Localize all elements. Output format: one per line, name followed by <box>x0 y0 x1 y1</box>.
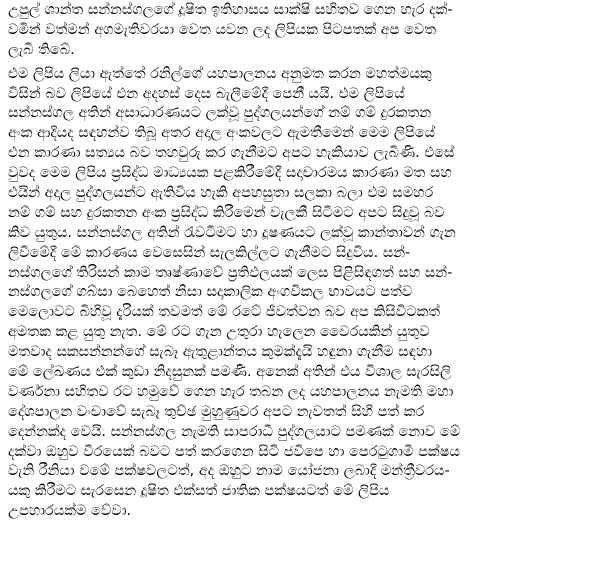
text-line: දක්වා ඔහුව වීරයෙක් බවට පත් කරගෙන සිටි ජවිපෙ හා පෙරටුගාමී පක්ෂය <box>8 443 460 460</box>
text-line: මේ ලේඛණය එක් කුඩා නිදසුනක් පමණි. අනෙක් අතින් එය විශාල සැරසිලි <box>8 364 452 381</box>
text-line: ලැබී තිබේ. <box>8 41 75 58</box>
text-line: විසින් බව ලිපියේ එන අදහස් දෙස බැලීමේදී පෙනී යයි. එම ලිපියේ <box>8 85 405 102</box>
text-line: එම ලිපිය ලියා ඇත්තේ රනිල්ගේ යහපාලනය අනුමත කරන මහත්මයකු <box>8 65 432 82</box>
paragraph-intro <box>8 1 592 61</box>
text-line: උපුල් ශාන්ත සන්නස්ගලගේ දූෂිත ඉතිහාසය සාක්ෂි සහිතව ගෙන හැර දක්- <box>8 2 453 18</box>
text-line: ලිවීමේදී මේ කාරණය වෙසෙසින් සැලකිල්ලට ගැනීමට සිදුවිය. සන්- <box>8 244 411 261</box>
text-line: අංක ආදියද සඳහන්ව තිබූ අතර අදාල අංකවලට ඇමතීමෙන් මෙම ලිපියේ <box>8 125 436 142</box>
text-line: දේශපාලන වංචාවේ සැබෑ තුච්ඡ මුහුණුවර අපට නැවතත් සිහි පත් කර <box>8 403 425 420</box>
text-line: වුවද මෙම ලිපිය ප්‍රසිද්ධ මාධ්‍යයක පළකිරීමේදී සදාචාරමය කාරණා මත සහ <box>8 165 452 182</box>
text-line: දෙන්නක්ද වෙයි. සන්නස්ගල නැමති සාපරාධී පුද්ගලයාට පමණක් නොව මේ <box>8 423 461 440</box>
text-line: නස්ගලගේ ගබ්සා බෙහෙත් නිසා සදාකාලික අංගවිකල භාවයට පත්ව <box>8 284 413 301</box>
text-line: සන්නස්ගල අතින් අසාධාරණයට ලක්වූ පුද්ගලයන්ගේ නම් ගම් දුරකතන <box>8 105 432 122</box>
text-line: කිව යුතුය. සන්නස්ගල අතින් රැවටීමට හා දූෂණයට ලක්වූ කාන්තාවන් ගැන <box>8 224 456 241</box>
text-line: නම් ගම් සහ දුරකතන අංක ප්‍රසිද්ධ කිරීමෙන් වැලකී සිටීමට අපට සිදුවූ බව <box>8 204 445 221</box>
paragraph-body <box>8 65 592 542</box>
text-line: යකු කිරීමට සැරසෙන දූෂිත එක්සත් ජාතික පක්ෂයටත් මේ ලිපිය <box>8 483 390 500</box>
text-line: වර්ණනා සහිතව රට හමුවේ ගෙන හැර තබන ලද යහපාලනය නැමති මහා <box>8 383 454 400</box>
text-line: වමින් වත්මන් අගමැතිවරයා වෙත යවන ලද ලිපියක පිටපතක් අප වෙත <box>8 21 437 38</box>
text-line: උපහාරයක්ම වේවා. <box>8 503 132 520</box>
text-line <box>8 522 592 542</box>
text-line: එන කාරණා සත්‍යය බව තහවුරු කර ගැනීමට අපට හැකියාව ලැබිණි. එසේ <box>8 145 455 162</box>
text-line: මතවාද සකසන්නන්ගේ සැබෑ ඇතුළාන්තය කුමක්දැයි හඳුනා ගැනීම සඳහා <box>8 344 433 361</box>
text-line: වැනි රීනියා වමේ පක්ෂවලටත්, අද ඔහුට නාම යෝජනා ලබාදී මන්ත්‍රීවරය- <box>8 463 450 480</box>
text-line: මෙලොවට බිහිවූ දැරියක් තවමත් මේ රටේ ජීවත්වන බව අප කිසිවිටකත් <box>8 304 441 321</box>
text-line: අමතක කළ යුතු නැත. මේ රට ගැන උතුරා හැලෙන වෛරයකින් යුතුව <box>8 324 430 341</box>
text-line: නස්ගලගේ තිරිසන් කාම තෘෂ්ණාවේ ප්‍රතිඵලයක් ලෙස පිළිසිඳගත් සහ සන්- <box>8 264 453 281</box>
text-line: එයින් අදාල පුද්ගලයන්ට ඇතිවිය හැකි අපහසුතා සලකා බලා එම සමහර <box>8 185 434 202</box>
